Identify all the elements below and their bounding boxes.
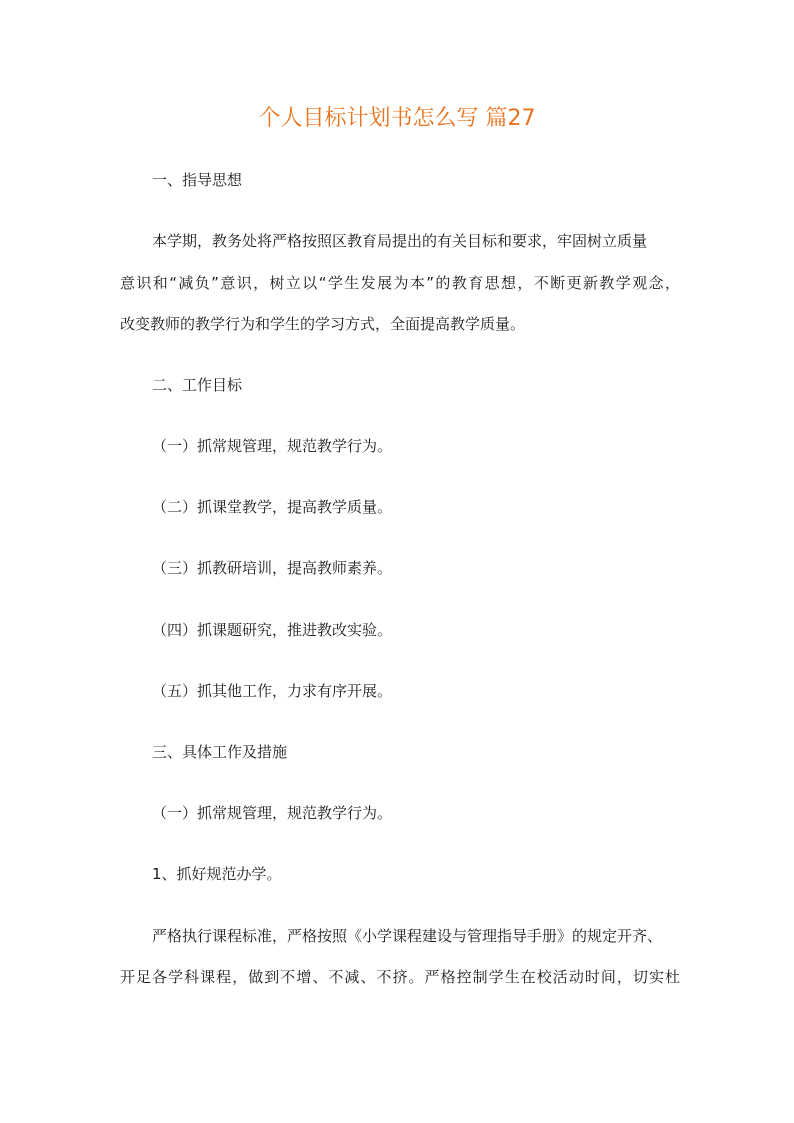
list-item: （二）抓课堂教学，提高教学质量。 <box>152 498 393 516</box>
section-heading-work-goals: 二、工作目标 <box>152 376 243 394</box>
paragraph-line: 本学期，教务处将严格按照区教育局提出的有关目标和要求，牢固树立质量 <box>152 232 648 250</box>
paragraph-line: 改变教师的教学行为和学生的学习方式，全面提高教学质量。 <box>120 315 526 333</box>
list-item: （一）抓常规管理，规范教学行为。 <box>152 804 393 822</box>
list-item: （四）抓课题研究，推进教改实验。 <box>152 621 393 639</box>
paragraph-line: 意识和“减负”意识，树立以“学生发展为本”的教育思想，不断更新教学观念， <box>120 274 680 292</box>
list-item: （一）抓常规管理，规范教学行为。 <box>152 437 393 455</box>
list-item: （五）抓其他工作，力求有序开展。 <box>152 682 393 700</box>
paragraph-line: 开足各学科课程，做到不增、不减、不挤。严格控制学生在校活动时间，切实杜 <box>120 968 680 986</box>
list-item: （三）抓教研培训，提高教师素养。 <box>152 559 393 577</box>
section-heading-guiding-ideology: 一、指导思想 <box>152 171 243 189</box>
subsection-heading: 1、抓好规范办学。 <box>152 865 282 883</box>
paragraph-line: 严格执行课程标准，严格按照《小学课程建设与管理指导手册》的规定开齐、 <box>152 927 663 945</box>
page-title: 个人目标计划书怎么写 篇27 <box>258 106 536 131</box>
section-heading-measures: 三、具体工作及措施 <box>152 743 288 761</box>
